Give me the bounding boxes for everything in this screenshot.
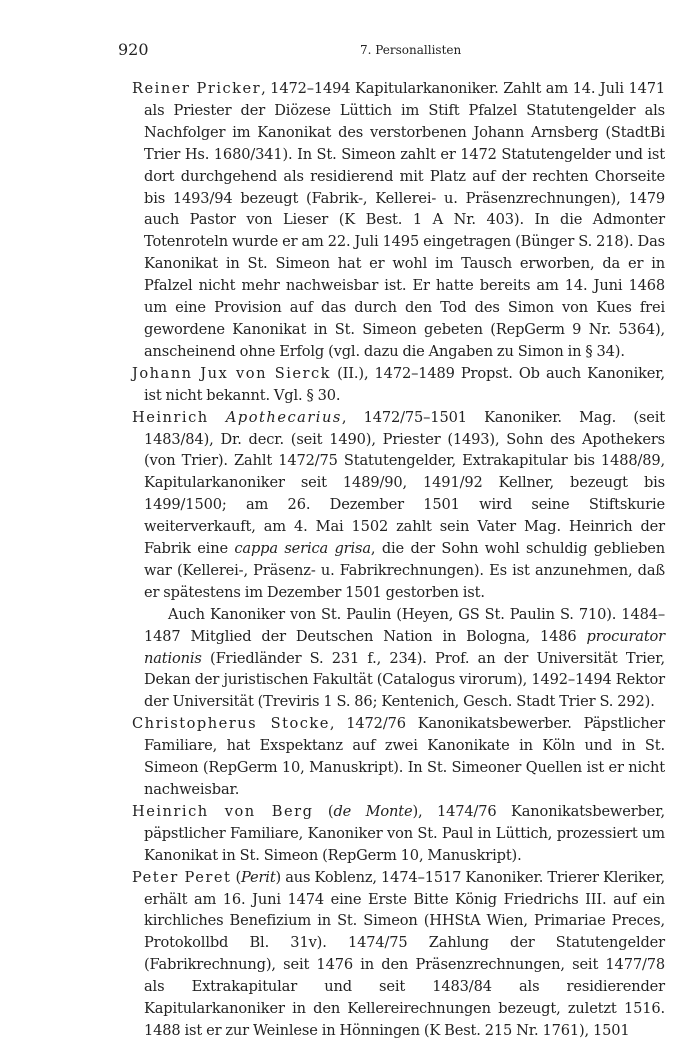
page-body [132,78,665,1042]
entry-text: ( [231,868,241,886]
entry-text: (Friedländer S. 231 f., 234). Prof. an der Universität Trier, Dekan der juristischen Fakultät (Catalogus virorum), 1492–1494 Rektor der Universität (Treviris 1 S. 86; Kentenich, Gesch. Stadt Trier S. 292). [144,649,665,711]
entry-name: Heinrich [132,408,209,426]
entry-text: , 1472/76 Kanonikatsbewerber. Päpstlicher Familiare, hat Exspektanz auf zwei Kanonikate in Köln und in St. Simeon (RepGerm 10, Manuskript). In St. Simeoner Quellen ist er nicht nachweisbar. [144,715,665,798]
entry-text: Auch Kanoniker von St. Paulin (Heyen, GS St. Paulin S. 710). 1484–1487 Mitglied der Deutschen Nation in Bologna, 1486 [144,605,665,645]
entry-italic-term: de Monte [333,802,413,820]
entry-text: ) aus Koblenz, 1474–1517 Kanoniker. Trierer Kleriker, erhält am 16. Juni 1474 eine Erste Bitte König Friedrichs III. auf ein kirchliches Benefizium in St. Simeon (HHStA Wien, Primariae Preces, Protokollbd Bl. 31v). 1474/75 Zahlung der Statutengelder (Fabrikrechnung), seit 1476 in den Präsenzrechnungen, seit 1477/78 als Extrakapitular und seit 1483/84 als residierender Kapitularkanoniker in den Kellereirechnungen bezeugt, zuletzt 1516. 1488 ist er zur Weinlese in Hönningen (K Best. 215 Nr. 1761), 1501 [144,868,665,1039]
entry-text: ), 1474/76 Kanonikatsbewerber, päpstlicher Familiare, Kanoniker von St. Paul in Lüttich, prozessiert um Kanonikat in St. Simeon (RepGerm 10, Manuskript). [144,802,665,864]
entry-text: , 1472–1494 Kapitularkanoniker. Zahlt am 14. Juli 1471 als Priester der Diözese Lüttich im Stift Pfalzel Statutengelder als Nachfolger im Kanonikat des verstorbenen Johann Arnsberg (StadtBi Trier Hs. 1680/341). In St. Simeon zahlt er 1472 Statutengelder und ist dort durchgehend als residierend mit Platz auf der rechten Chorseite bis 1493/94 bezeugt (Fabrik-, Kellerei- u. Präsenzrechnungen), 1479 auch Pastor von Lieser (K Best. 1 A Nr. 403). In die Admonter Totenroteln wurde er am 22. Juli 1495 eingetragen (Bünger S. 218). Das Kanonikat in St. Simeon hat er wohl im Tausch erworben, da er in Pfalzel nicht mehr nachweisbar ist. Er hatte bereits am 14. Juni 1468 um eine Provision auf das durch den Tod des Simon von Kues frei gewordene Kanonikat in St. Simeon gebeten (RepGerm 9 Nr. 5364), anscheinend ohne Erfolg (vgl. dazu die Angaben zu Simon in § 34). [144,80,665,360]
entry-text: ( [313,802,334,820]
entry-johann-jux [132,363,665,407]
entry-text: , die der Sohn wohl schuldig geblieben war (Kellerei-, Präsenz- u. Fabrikrechnungen). Es ist anzunehmen, daß er spätestens im Dezember 1501 gestorben ist. [144,540,666,601]
entry-name: Heinrich von Berg [132,802,314,820]
entry-name: Johann Jux von Sierck [132,364,332,382]
entry-name: Peter Peret [132,868,232,886]
entry-name-italic: Apothecarius [225,408,342,426]
entry-continuation [132,604,665,714]
entry-italic-term: cappa serica grisa [234,540,371,558]
entry-reiner-pricker [132,78,665,363]
entry-peter-peret [132,867,665,1042]
entry-heinrich-apothecarius [132,407,665,604]
entry-italic-term: Perit [240,868,276,886]
entry-text: (II.), 1472–1489 Propst. Ob auch Kanoniker, ist nicht bekannt. Vgl. § 30. [144,364,666,404]
entry-name: Christopherus Stocke [132,715,330,733]
running-head: 7. Personallisten [360,43,462,57]
entry-heinrich-von-berg [132,801,665,867]
entry-name: Reiner Pricker [132,80,262,97]
entry-text: , 1472/75–1501 Kanoniker. Mag. (seit 1483/84), Dr. decr. (seit 1490), Priester (1493), Sohn des Apothekers (von Trier). Zahlt 1472/75 Statutengelder, Extrakapitular bis 1488/89, Kapitularkanoniker seit 1489/90, 1491/92 Kellner, bezeugt bis 1499/1500; am 26. Dezember 1501 wird seine Stiftskurie weiterverkauft, am 4. Mai 1502 zahlt sein Vater Mag. Heinrich der Fabrik eine [144,408,665,558]
entry-christopherus-stocke [132,713,665,801]
entry-italic-term: procurator nationis [144,627,665,667]
page-number: 920 [118,40,149,59]
